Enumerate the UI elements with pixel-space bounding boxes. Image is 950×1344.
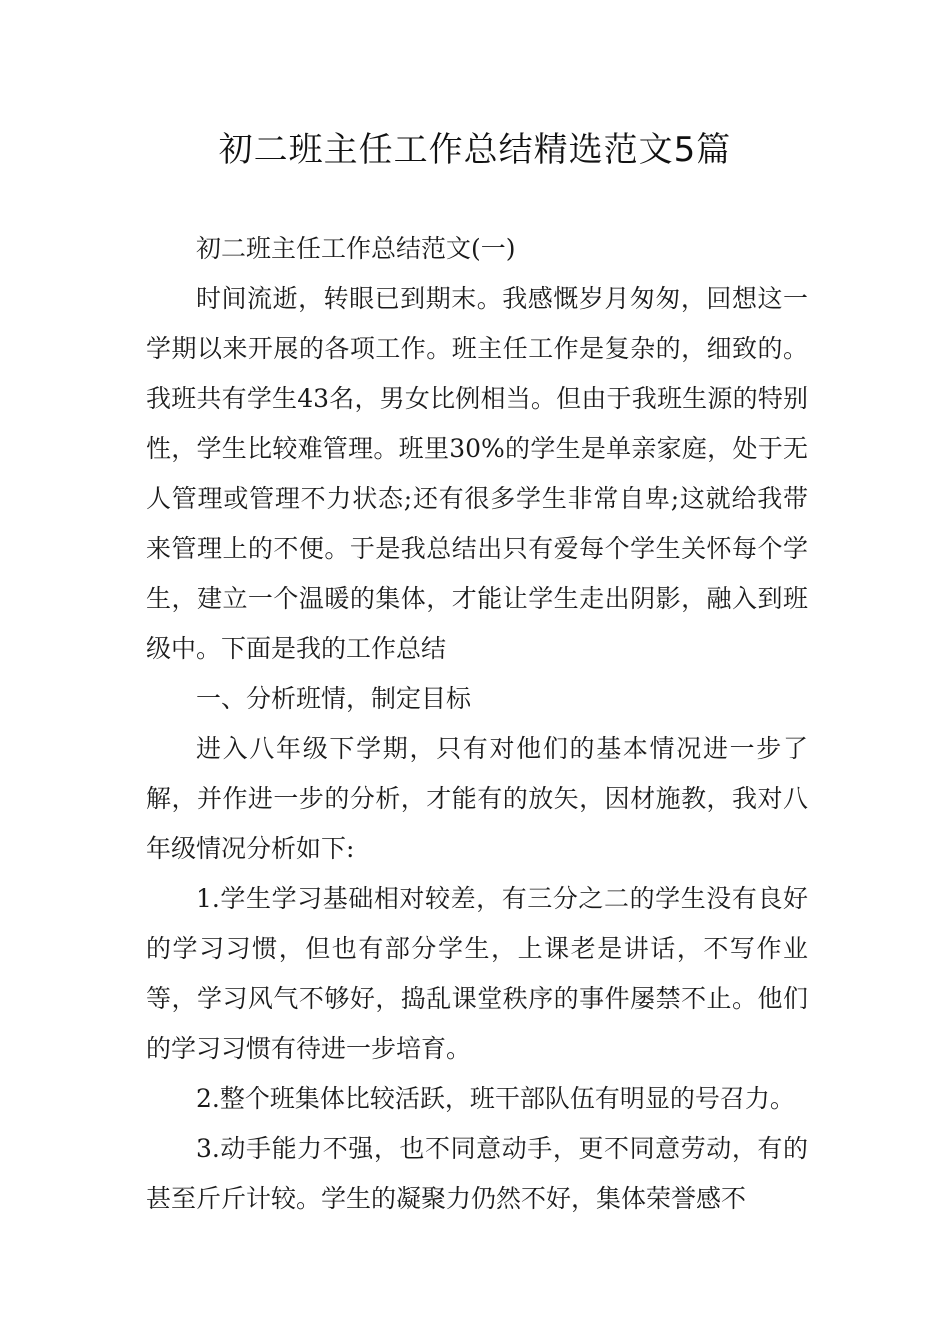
section-heading-sample-one: 初二班主任工作总结范文(一): [196, 234, 516, 263]
paragraph-intro: 时间流逝，转眼已到期末。我感慨岁月匆匆，回想这一学期以来开展的各项工作。班主任工作是复杂的，细致的。我班共有学生43名，男女比例相当。但由于我班生源的特别性，学生比较难管理。班里30%的学生是单亲家庭，处于无人管理或管理不力状态;还有很多学生非常自卑;这就给我带来管理上的不便。于是我总结出只有爱每个学生关怀每个学生，建立一个温暖的集体，才能让学生走出阴影，融入到班级中。下面是我的工作总结: [146, 284, 808, 663]
document-body: [146, 224, 808, 1224]
document-title: 初二班主任工作总结精选范文5篇: [218, 130, 732, 170]
list-item-2: 2.整个班集体比较活跃，班干部队伍有明显的号召力。: [196, 1084, 795, 1113]
paragraph-analysis: 进入八年级下学期，只有对他们的基本情况进一步了解，并作进一步的分析，才能有的放矢，因材施教，我对八年级情况分析如下:: [146, 734, 808, 863]
list-item-1: 1.学生学习基础相对较差，有三分之二的学生没有良好的学习习惯，但也有部分学生，上课老是讲话，不写作业等，学习风气不够好，捣乱课堂秩序的事件屡禁不止。他们的学习习惯有待进一步培育。: [146, 884, 808, 1063]
section-heading-analysis: 一、分析班情，制定目标: [196, 684, 472, 713]
list-item-3: 3.动手能力不强，也不同意动手，更不同意劳动，有的甚至斤斤计较。学生的凝聚力仍然不好，集体荣誉感不: [146, 1134, 808, 1213]
